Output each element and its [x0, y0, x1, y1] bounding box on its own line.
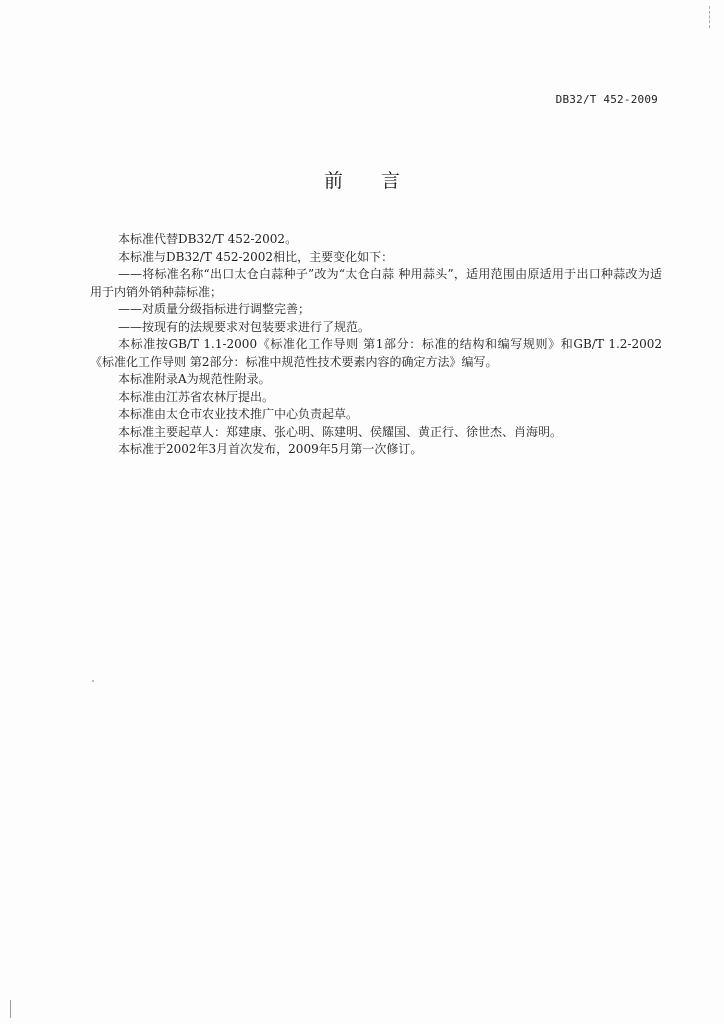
foreword-body [90, 231, 662, 459]
paragraph-replaces: 本标准代替DB32/T 452-2002。 [118, 232, 298, 246]
paragraph-drafters: 本标准主要起草人：郑建康、张心明、陈建明、侯耀国、黄正行、徐世杰、肖海明。 [118, 424, 563, 439]
page-title: 前言 [323, 170, 438, 192]
paragraph-change-name-scope: ——将标准名称“出口太仓白蒜种子”改为“太仓白蒜 种用蒜头”，适用范围由原适用于出口种蒜改为适用于内销外销种蒜标准； [90, 267, 662, 299]
paragraph-proposed-by: 本标准由江苏省农林厅提出。 [118, 389, 275, 404]
paragraph-history: 本标准于2002年3月首次发布，2009年5月第一次修订。 [118, 442, 423, 456]
scan-speck [92, 680, 94, 682]
paragraph-annex: 本标准附录A为规范性附录。 [118, 372, 271, 386]
scan-edge-mark [709, 6, 720, 28]
paragraph-drafting-rules: 本标准按GB/T 1.1-2000《标准化工作导则 第1部分：标准的结构和编写规则》和GB/T 1.2-2002《标准化工作导则 第2部分：标准中规范性技术要素内容的确定方法》编写。 [90, 337, 662, 369]
paragraph-change-packaging: ——按现有的法规要求对包装要求进行了规范。 [118, 319, 371, 334]
paragraph-change-grading: ——对质量分级指标进行调整完善； [118, 302, 311, 316]
paragraph-drafted-by: 本标准由太仓市农业技术推广中心负责起草。 [118, 407, 359, 421]
document-code: DB32/T 452-2009 [555, 93, 658, 106]
scan-edge-mark-bottom [10, 1000, 12, 1018]
paragraph-changes-intro: 本标准与DB32/T 452-2002相比，主要变化如下： [118, 249, 394, 264]
